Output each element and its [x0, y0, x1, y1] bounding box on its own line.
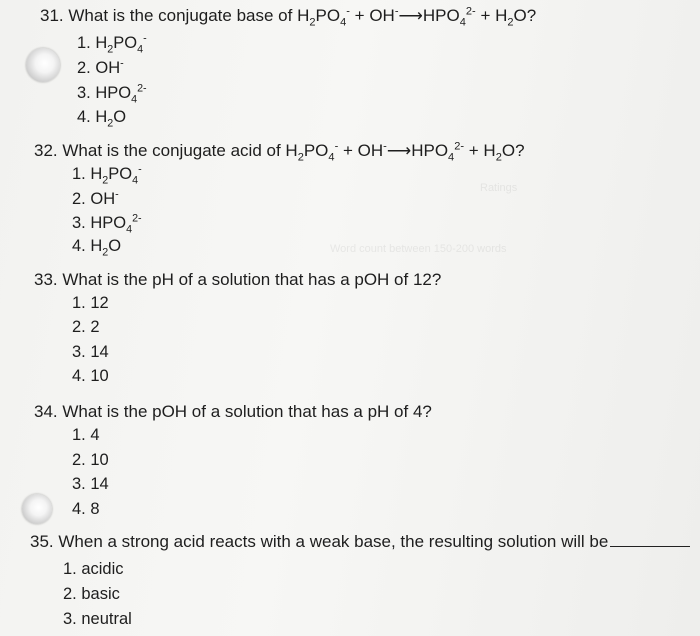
question-32 — [34, 140, 525, 164]
answer-option: 3. $HPO_4^{2-}$ — [72, 212, 142, 236]
question-number: 32. — [34, 141, 58, 160]
question-text: What is the pH of a solution that has a pOH of 12? — [62, 270, 442, 289]
answer-option: 2. 10 — [72, 451, 109, 469]
answer-option: 2. OH- — [72, 188, 119, 208]
question-text: When a strong acid reacts with a weak base, the resulting solution will be — [58, 532, 609, 551]
answer-option: 1. 4 — [72, 426, 100, 444]
question-35 — [30, 532, 690, 552]
answer-option: 2. basic — [63, 585, 120, 603]
answer-option: 3. 14 — [72, 475, 109, 493]
answer-option: 3. neutral — [63, 610, 132, 628]
question-34 — [34, 402, 432, 422]
reaction-equation: $H_2PO_4^-$ + $OH^-⟶HPO_4^{2-} + H_2O$? — [285, 140, 525, 164]
answer-blank — [610, 532, 690, 547]
question-number: 35. — [30, 532, 54, 551]
answer-option: 4. 10 — [72, 367, 109, 385]
answer-option: 4. $H_2O$ — [77, 108, 127, 130]
selection-marker — [26, 48, 60, 82]
question-33 — [34, 270, 441, 290]
answer-option: 1. $H_2PO_4^-$ — [77, 32, 147, 56]
answer-option: 3. $HPO_4^{2-}$ — [77, 82, 147, 106]
selection-marker — [22, 494, 52, 524]
question-text: What is the conjugate acid of — [62, 141, 281, 160]
reaction-equation: $H_2PO_4^-$ + $OH^-⟶HPO_4^{2-} + H_2O$? — [297, 5, 537, 29]
answer-option: 1. 12 — [72, 294, 109, 312]
answer-option: 3. 14 — [72, 343, 109, 361]
answer-option: 2. 2 — [72, 318, 100, 336]
question-number: 34. — [34, 402, 58, 421]
answer-option: 4. 8 — [72, 500, 100, 518]
answer-option: 1. $H_2PO_4^-$ — [72, 163, 142, 187]
question-text: What is the pOH of a solution that has a pH of 4? — [62, 402, 432, 421]
answer-option: 1. acidic — [63, 560, 124, 578]
question-text: What is the conjugate base of — [68, 6, 293, 25]
answer-option: 4. $H_2O$ — [72, 237, 122, 259]
show-through-text: Ratings — [480, 182, 518, 194]
question-31 — [40, 5, 537, 29]
answer-option: 2. OH- — [77, 57, 124, 77]
question-number: 31. — [40, 6, 64, 25]
question-number: 33. — [34, 270, 58, 289]
show-through-text: Word count between 150-200 words — [330, 243, 507, 255]
